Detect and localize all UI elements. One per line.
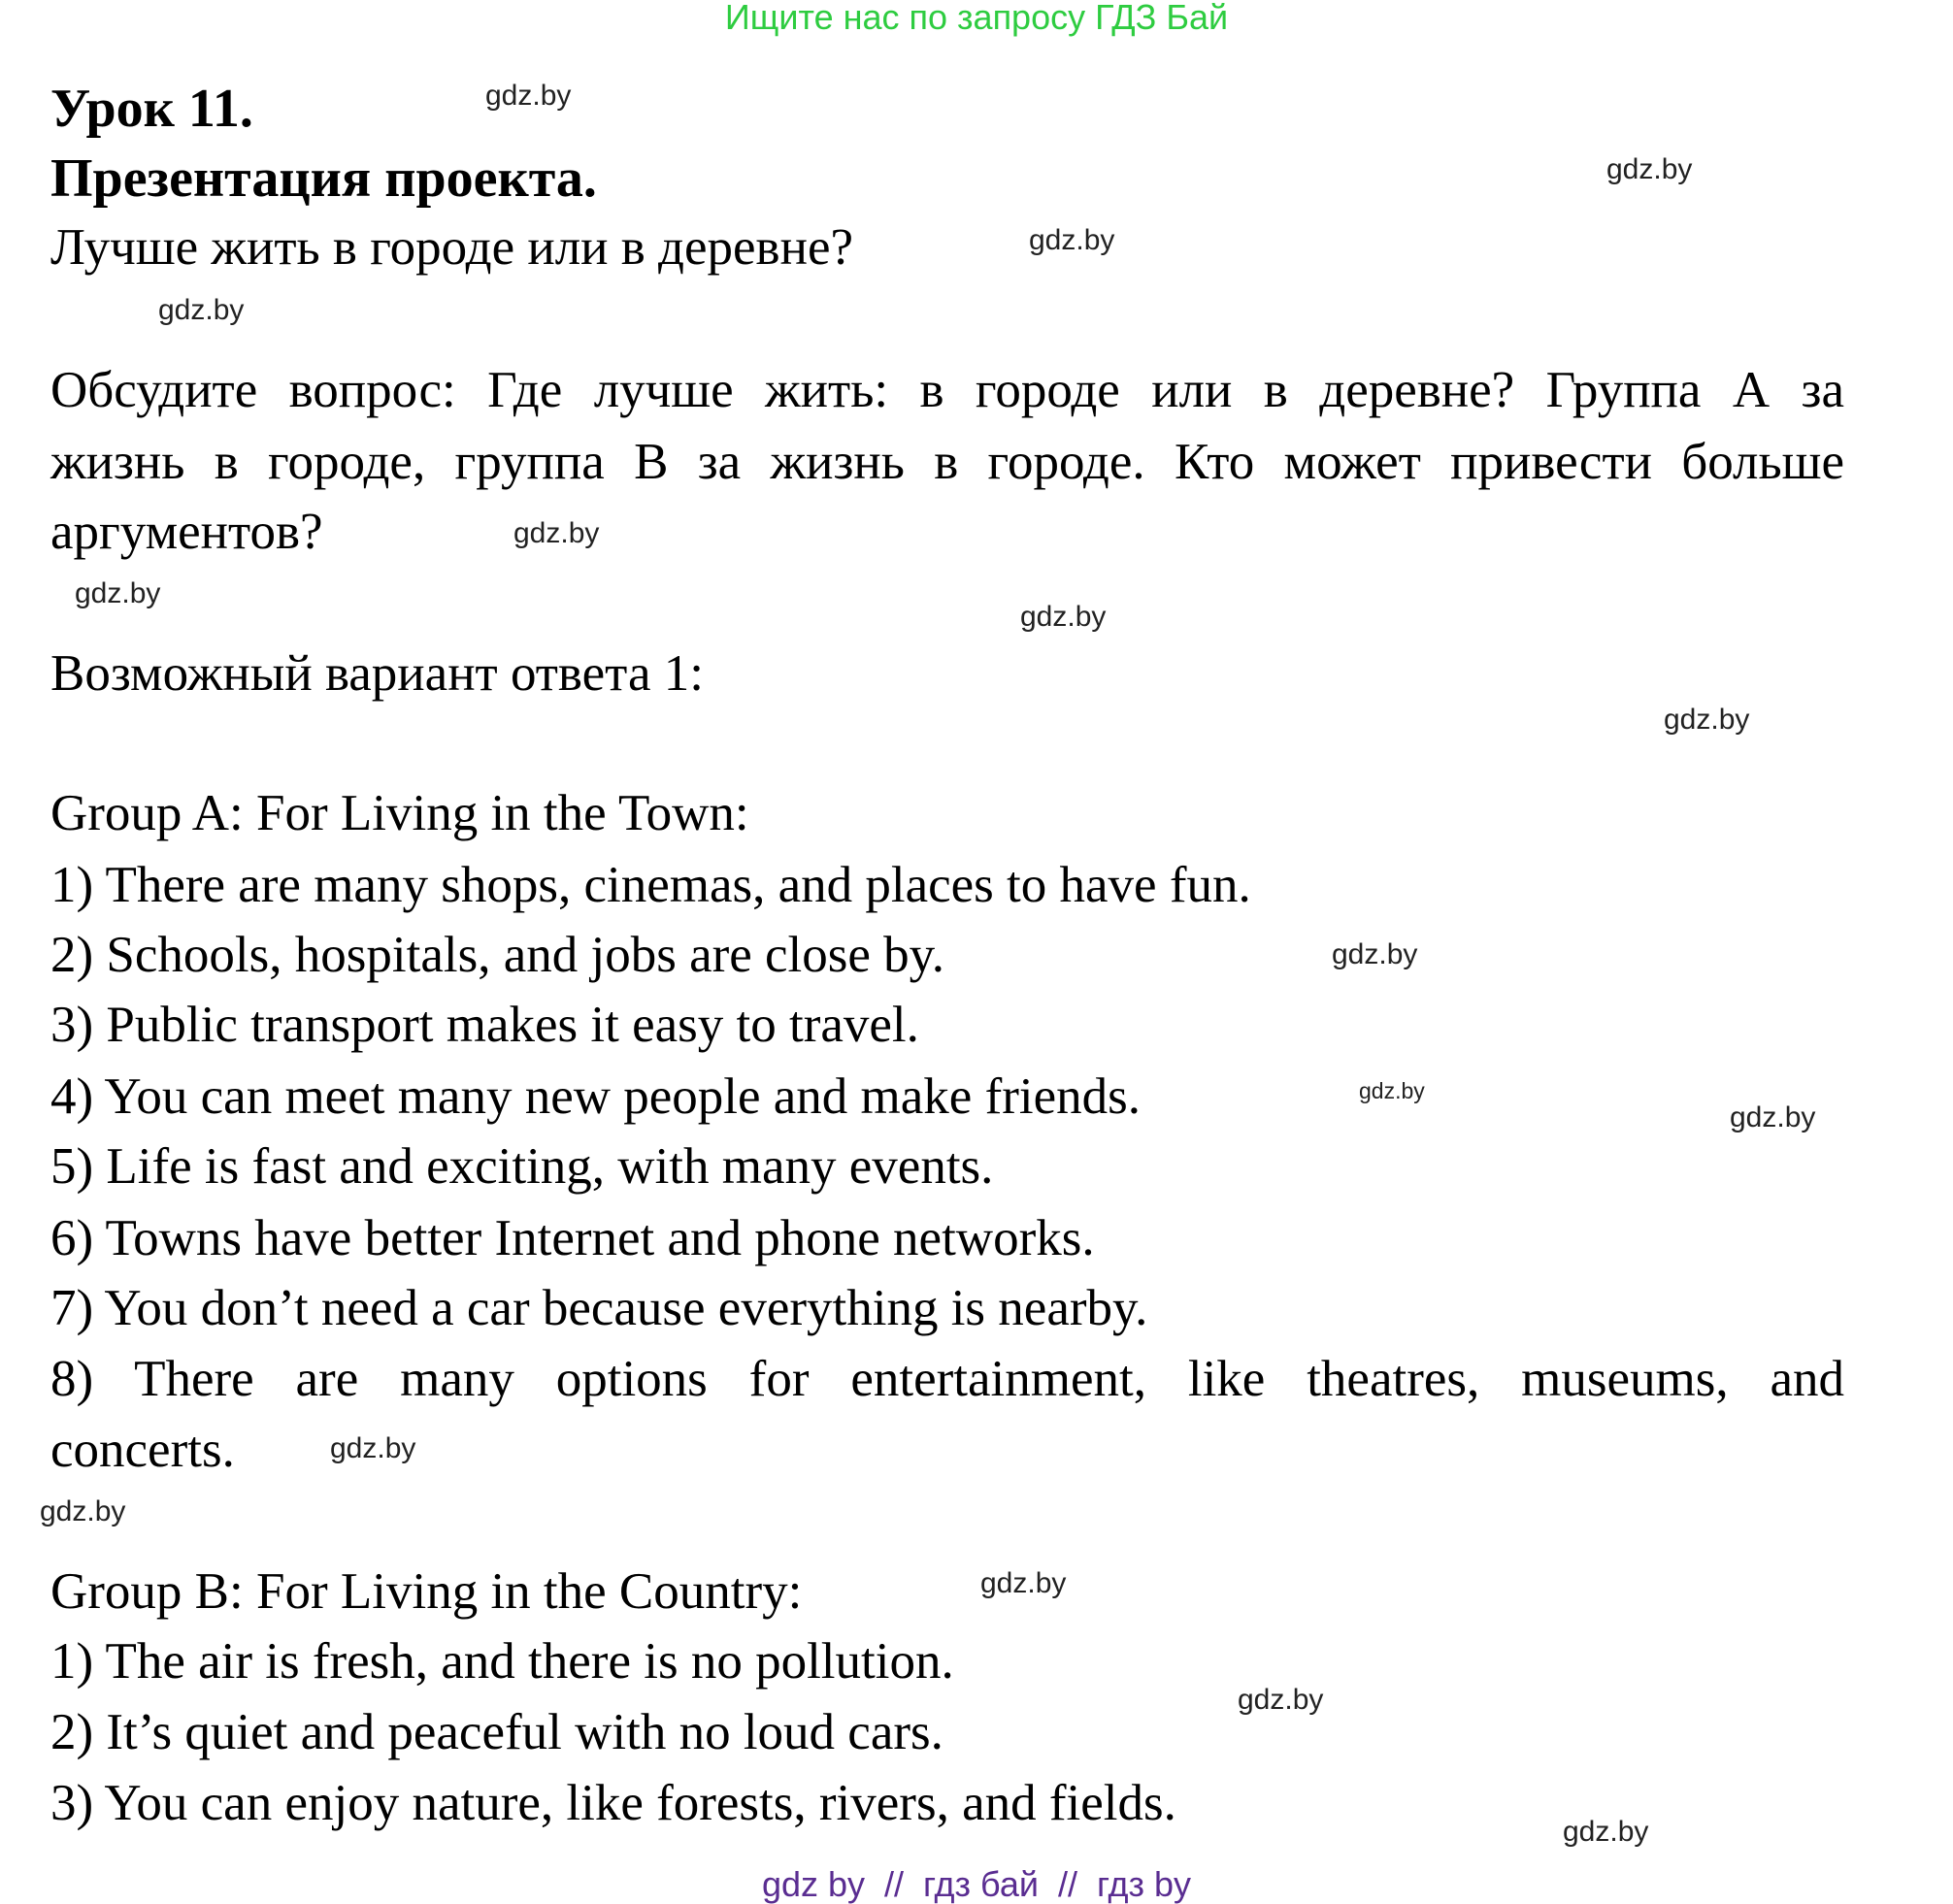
watermark: gdz.by: [158, 294, 245, 326]
watermark: gdz.by: [1029, 224, 1115, 256]
group-a-item: 2) Schools, hospitals, and jobs are close by.: [50, 927, 944, 983]
watermark: gdz.by: [1664, 704, 1750, 736]
lesson-question: Лучше жить в городе или в деревне?: [50, 219, 853, 276]
group-a-item: concerts.: [50, 1422, 235, 1478]
watermark: gdz.by: [1730, 1101, 1816, 1133]
watermark: gdz.by: [1332, 938, 1418, 970]
group-a-item: 8) There are many options for entertainment, like theatres, museums, and: [50, 1351, 1844, 1407]
footer-watermark: gdz by // гдз бай // гдз by: [761, 1864, 1192, 1904]
watermark: gdz.by: [980, 1567, 1067, 1599]
group-a-item: 1) There are many shops, cinemas, and places to have fun.: [50, 857, 1251, 913]
task-line: жизнь в городе, группа В за жизнь в городе. Кто может привести больше: [50, 434, 1844, 490]
group-a-item: 3) Public transport makes it easy to travel.: [50, 997, 919, 1053]
watermark: gdz.by: [513, 517, 600, 549]
lesson-subtitle: Презентация проекта.: [50, 148, 597, 209]
watermark: gdz.by: [1359, 1078, 1425, 1103]
group-b-item: 1) The air is fresh, and there is no pollution.: [50, 1633, 954, 1690]
watermark: gdz.by: [485, 80, 572, 112]
group-b-item: 3) You can enjoy nature, like forests, rivers, and fields.: [50, 1775, 1176, 1831]
watermark: gdz.by: [75, 577, 161, 609]
watermark: gdz.by: [1563, 1816, 1649, 1848]
group-a-item: 6) Towns have better Internet and phone networks.: [50, 1210, 1095, 1266]
group-a-item: 5) Life is fast and exciting, with many events.: [50, 1138, 994, 1195]
lesson-title: Урок 11.: [50, 79, 253, 139]
watermark: gdz.by: [1020, 601, 1107, 633]
group-a-title: Group A: For Living in the Town:: [50, 785, 749, 841]
task-line: Обсудите вопрос: Где лучше жить: в городе или в деревне? Группа А за: [50, 362, 1844, 418]
watermark: gdz.by: [330, 1432, 416, 1464]
group-b-title: Group B: For Living in the Country:: [50, 1563, 803, 1620]
answer-label: Возможный вариант ответа 1:: [50, 645, 704, 702]
task-line: аргументов?: [50, 504, 323, 560]
watermark: gdz.by: [1606, 153, 1693, 185]
group-a-item: 4) You can meet many new people and make friends.: [50, 1068, 1141, 1125]
watermark: gdz.by: [1238, 1684, 1324, 1716]
group-a-item: 7) You don’t need a car because everything is nearby.: [50, 1280, 1148, 1336]
group-b-item: 2) It’s quiet and peaceful with no loud cars.: [50, 1704, 943, 1760]
banner-search-hint: Ищите нас по запросу ГДЗ Бай: [724, 0, 1229, 37]
watermark: gdz.by: [40, 1495, 126, 1527]
